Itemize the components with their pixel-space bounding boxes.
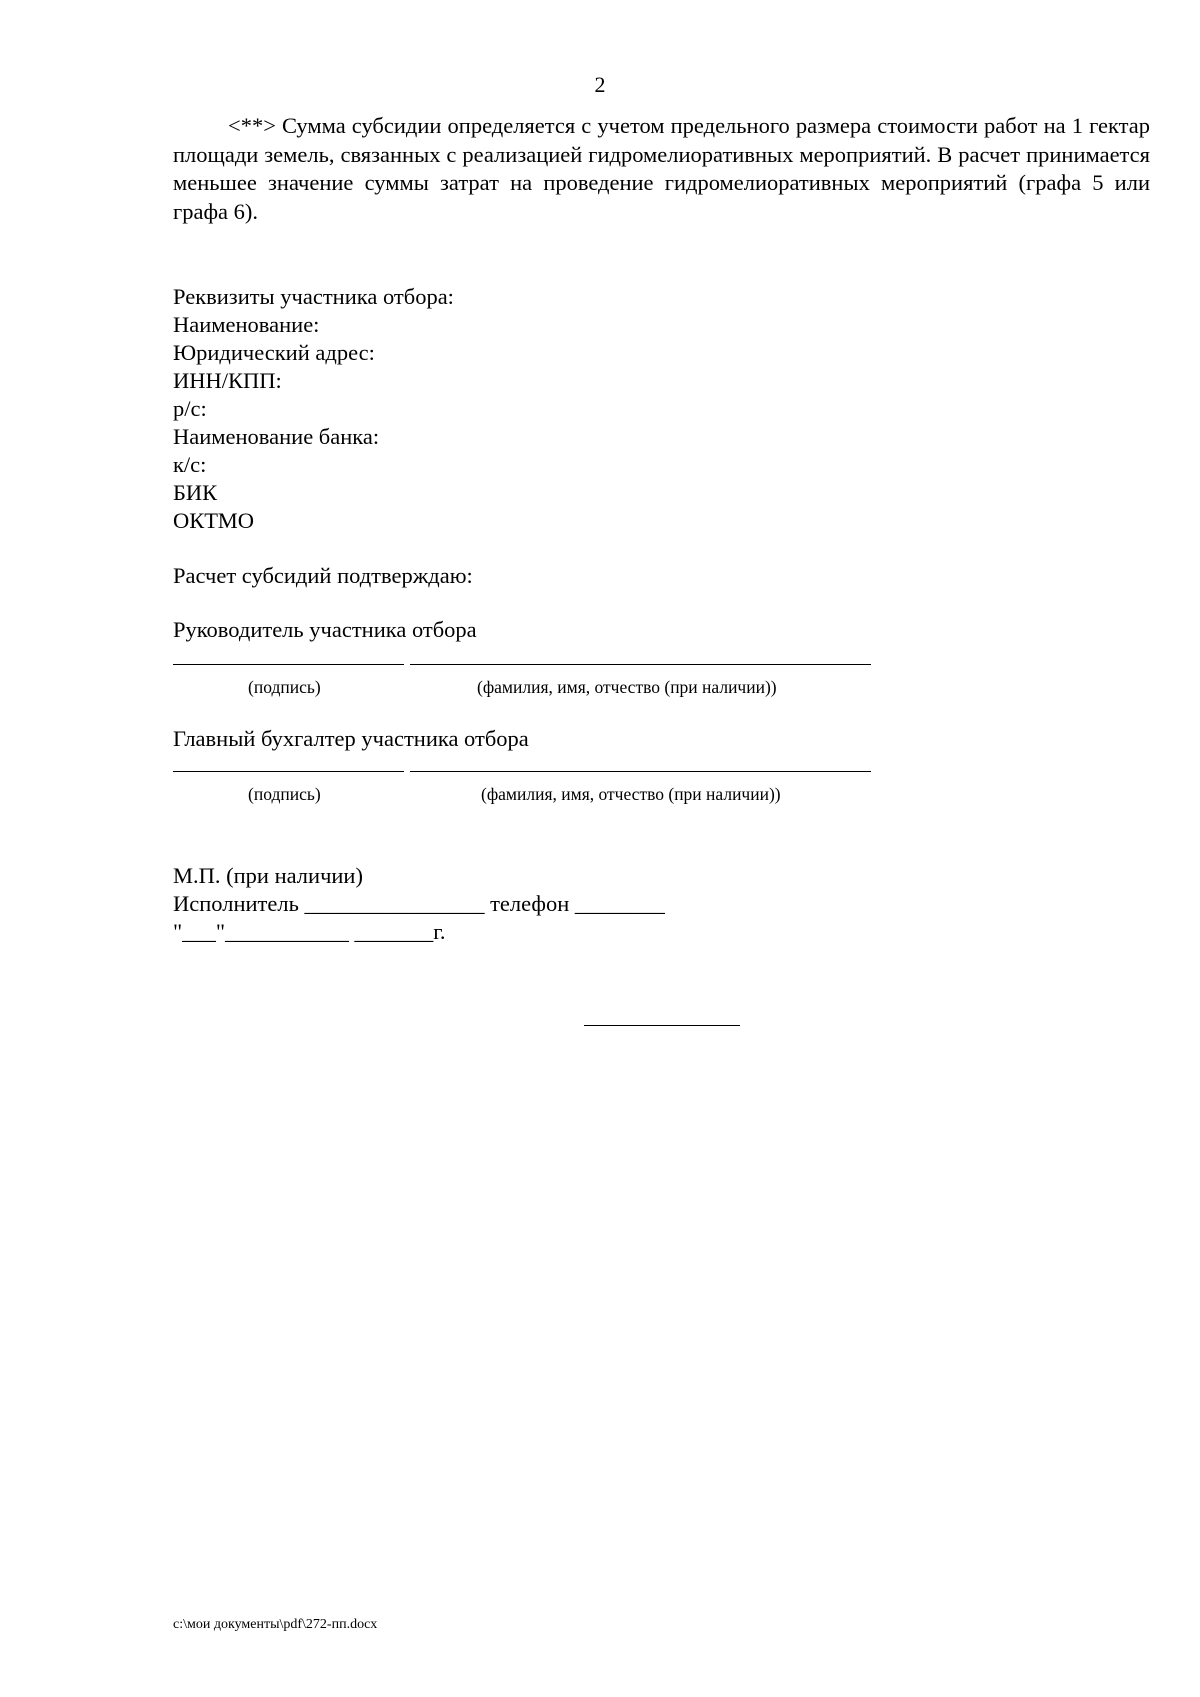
head-name-line [410, 664, 871, 665]
head-signature-line [173, 664, 404, 665]
accountant-name-caption: (фамилия, имя, отчество (при наличии)) [481, 784, 781, 804]
requisites-account: р/с: [173, 396, 207, 421]
requisites-block [173, 283, 454, 535]
stamp-text: М.П. (при наличии) [173, 863, 363, 888]
footnote-paragraph: <**> Сумма субсидии определяется с учетом предельного размера стоимости работ на 1 гектар площади земель, связанных с реализацией гидромелиоративных мероприятий. В расчет принимается меньшее значение суммы затрат на проведение гидромелиоративных мероприятий (графа 5 или графа 6). [173, 113, 1150, 224]
head-title: Руководитель участника отбора [173, 617, 477, 642]
file-path-footer: c:\мои документы\pdf\272-пп.docx [173, 1617, 378, 1632]
requisites-bank-name: Наименование банка: [173, 424, 380, 449]
requisites-name: Наименование: [173, 312, 320, 337]
requisites-legal-address: Юридический адрес: [173, 340, 375, 365]
requisites-corr-account: к/с: [173, 452, 207, 477]
accountant-name-line [410, 771, 871, 772]
date-line: "___"___________ _______г. [173, 919, 446, 944]
requisites-heading: Реквизиты участника отбора: [173, 284, 454, 309]
head-signature-block [0, 664, 1200, 704]
requisites-oktmo: ОКТМО [173, 508, 254, 533]
executor-line: Исполнитель ________________ телефон ________ [173, 891, 665, 916]
accountant-signature-caption: (подпись) [248, 784, 321, 804]
requisites-inn-kpp: ИНН/КПП: [173, 368, 282, 393]
accountant-title: Главный бухгалтер участника отбора [173, 726, 529, 751]
requisites-bik: БИК [173, 480, 218, 505]
accountant-signature-block [0, 771, 1200, 811]
page-number: 2 [594, 72, 606, 97]
head-signature-caption: (подпись) [248, 677, 321, 697]
end-rule [584, 1025, 740, 1026]
confirm-text: Расчет субсидий подтверждаю: [173, 563, 473, 588]
accountant-signature-line [173, 771, 404, 772]
head-name-caption: (фамилия, имя, отчество (при наличии)) [477, 677, 777, 697]
